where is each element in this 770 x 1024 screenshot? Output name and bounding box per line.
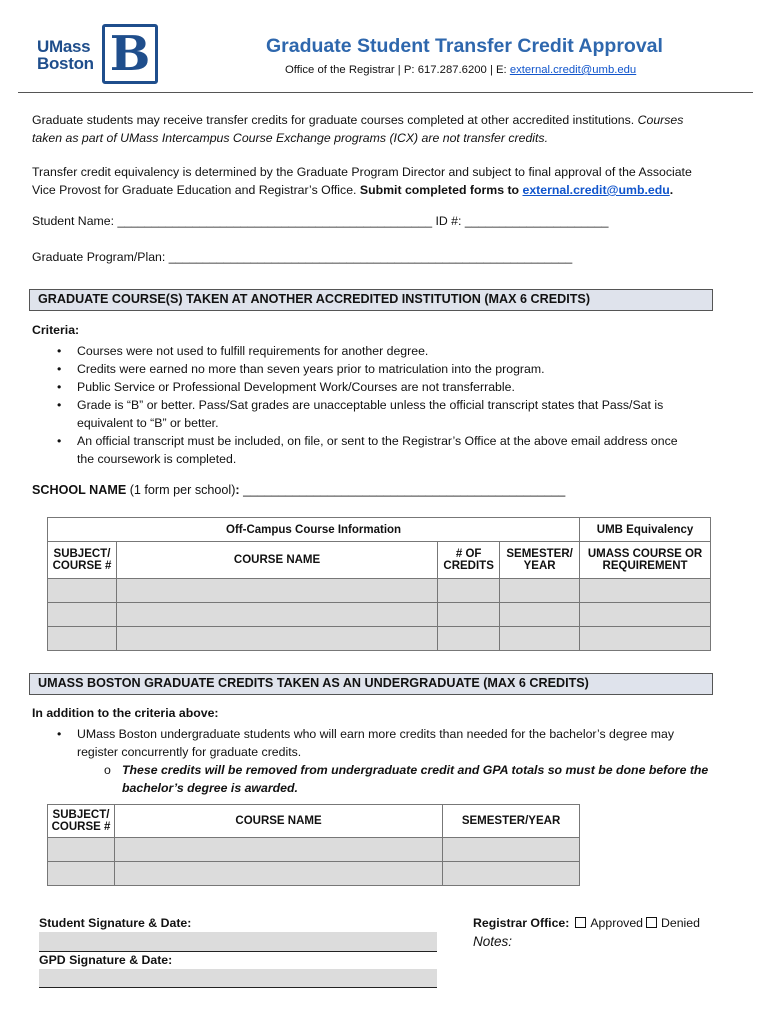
table-group-header: Off-Campus Course Information <box>48 518 580 542</box>
column-header: SUBJECT/ COURSE # <box>48 542 117 579</box>
list-item: • Public Service or Professional Development Work/Courses are not transferrable. <box>57 380 515 394</box>
intro-p2-line1: Transfer credit equivalency is determined by the Graduate Program Director and subject to final approval of the Associate <box>32 165 692 179</box>
school-name-label: SCHOOL NAME <box>32 483 127 497</box>
table-row <box>48 838 580 862</box>
intro-email-link[interactable]: external.credit@umb.edu <box>522 183 670 197</box>
denied-label: Denied <box>661 916 700 930</box>
school-name-field[interactable] <box>32 483 565 497</box>
denied-checkbox[interactable] <box>646 917 657 928</box>
section2-heading: UMASS BOSTON GRADUATE CREDITS TAKEN AS AN UNDERGRADUATE (MAX 6 CREDITS) <box>29 673 713 695</box>
criteria-label: Criteria: <box>32 323 80 337</box>
list-item: • Grade is “B” or better. Pass/Sat grades are unacceptable unless the official transcript states that Pass/Sat is equivalent to “B” or better. <box>57 398 664 430</box>
section2-bullet <box>32 725 732 797</box>
section1-heading: GRADUATE COURSE(S) TAKEN AT ANOTHER ACCREDITED INSTITUTION (MAX 6 CREDITS) <box>29 289 713 311</box>
table-cell[interactable] <box>438 627 500 651</box>
column-header: SEMESTER/YEAR <box>443 805 580 838</box>
student-name-field[interactable] <box>32 214 609 228</box>
gpd-signature-label: GPD Signature & Date: <box>39 953 173 967</box>
approved-checkbox[interactable] <box>575 917 586 928</box>
intro-p2-end: . <box>669 183 674 197</box>
table-cell[interactable] <box>48 579 117 603</box>
off-campus-course-table <box>47 517 711 651</box>
table-cell[interactable] <box>114 838 442 862</box>
gpd-signature-line[interactable] <box>39 969 437 988</box>
intro-paragraph-1 <box>32 111 742 147</box>
section2-sub-line2: bachelor’s degree is awarded. <box>122 781 298 795</box>
section2-bullet-line2: register concurrently for graduate credits. <box>77 745 302 759</box>
table-cell[interactable] <box>48 603 117 627</box>
intro-p2-line2: Vice Provost for Graduate Education and Registrar’s Office. <box>32 183 360 197</box>
header-divider <box>18 92 753 93</box>
list-item: • An official transcript must be included, on file, or sent to the Registrar’s Office at the above email address once the coursework is completed. <box>57 434 678 466</box>
logo-wordmark <box>37 38 94 72</box>
column-header: SUBJECT/ COURSE # <box>48 805 115 838</box>
sub-bullet-marker: o <box>104 763 111 777</box>
list-item: • Credits were earned no more than seven years prior to matriculation into the program. <box>57 362 545 376</box>
logo-letter: B <box>109 26 151 82</box>
table-cell[interactable] <box>580 579 711 603</box>
school-name-colon: : <box>235 483 240 497</box>
intro-p1-italic-b: taken as part of UMass Intercampus Course Exchange programs (ICX) are not transfer credits. <box>32 131 549 145</box>
table-row <box>48 579 711 603</box>
registrar-office-block <box>473 916 700 930</box>
table-cell[interactable] <box>500 579 580 603</box>
student-name-blank[interactable]: ______________________________________________ <box>117 214 433 228</box>
program-label: Graduate Program/Plan: <box>32 250 166 264</box>
program-field[interactable] <box>32 250 572 264</box>
table-cell[interactable] <box>116 627 437 651</box>
notes-label: Notes: <box>473 934 513 949</box>
page-title: Graduate Student Transfer Credit Approval <box>266 35 663 57</box>
table-row <box>48 862 580 886</box>
column-header: UMASS COURSE OR REQUIREMENT <box>580 542 711 579</box>
table-row <box>48 603 711 627</box>
intro-p1-italic-a: Courses <box>637 113 684 127</box>
column-header: COURSE NAME <box>116 542 437 579</box>
table-cell[interactable] <box>116 603 437 627</box>
section2-bullet-line1: UMass Boston undergraduate students who will earn more credits than needed for the bachelor’s degree may <box>77 727 674 741</box>
table-cell[interactable] <box>438 579 500 603</box>
table-cell[interactable] <box>443 838 580 862</box>
subtitle-contact: Office of the Registrar | P: 617.287.6200 | E: <box>285 64 510 76</box>
table-cell[interactable] <box>580 627 711 651</box>
registrar-label: Registrar Office: <box>473 916 570 930</box>
intro-paragraph-2 <box>32 163 752 199</box>
table-cell[interactable] <box>48 838 115 862</box>
table-cell[interactable] <box>48 862 115 886</box>
bullet-dot: • <box>57 727 62 741</box>
table-cell[interactable] <box>438 603 500 627</box>
table-cell[interactable] <box>114 862 442 886</box>
header-email-link[interactable]: external.credit@umb.edu <box>509 64 637 76</box>
student-signature-line[interactable] <box>39 932 437 952</box>
student-signature-label: Student Signature & Date: <box>39 916 192 930</box>
student-name-label: Student Name: <box>32 214 115 228</box>
criteria-list <box>32 342 732 468</box>
table-cell[interactable] <box>500 627 580 651</box>
id-blank[interactable]: _____________________ <box>464 214 609 228</box>
school-name-note: (1 form per school) <box>126 483 236 497</box>
column-header: COURSE NAME <box>114 805 442 838</box>
school-name-blank[interactable]: ______________________________________________ <box>239 483 566 497</box>
column-header: SEMESTER/ YEAR <box>500 542 580 579</box>
table-cell[interactable] <box>580 603 711 627</box>
section2-intro: In addition to the criteria above: <box>32 706 219 720</box>
table-cell[interactable] <box>116 579 437 603</box>
table-cell[interactable] <box>48 627 117 651</box>
column-header: # OF CREDITS <box>438 542 500 579</box>
table-cell[interactable] <box>443 862 580 886</box>
approved-label: Approved <box>590 916 643 930</box>
logo-line-boston: Boston <box>37 54 94 73</box>
table-row <box>48 627 711 651</box>
id-label: ID #: <box>435 214 462 228</box>
list-item: • Courses were not used to fulfill requirements for another degree. <box>57 344 429 358</box>
undergrad-credits-table <box>47 804 580 886</box>
logo-icon <box>102 24 158 84</box>
program-blank[interactable]: ___________________________________________________________ <box>168 250 573 264</box>
section2-sub-line1: These credits will be removed from undergraduate credit and GPA totals so must be done before the <box>122 763 709 777</box>
table-cell[interactable] <box>500 603 580 627</box>
table-group-header: UMB Equivalency <box>580 518 711 542</box>
logo-line-umass: UMass <box>37 37 91 56</box>
intro-p2-bold: Submit completed forms to <box>359 183 523 197</box>
page-subtitle <box>285 64 636 76</box>
intro-p1-text: Graduate students may receive transfer credits for graduate courses completed at other accredited institutions. <box>32 113 638 127</box>
